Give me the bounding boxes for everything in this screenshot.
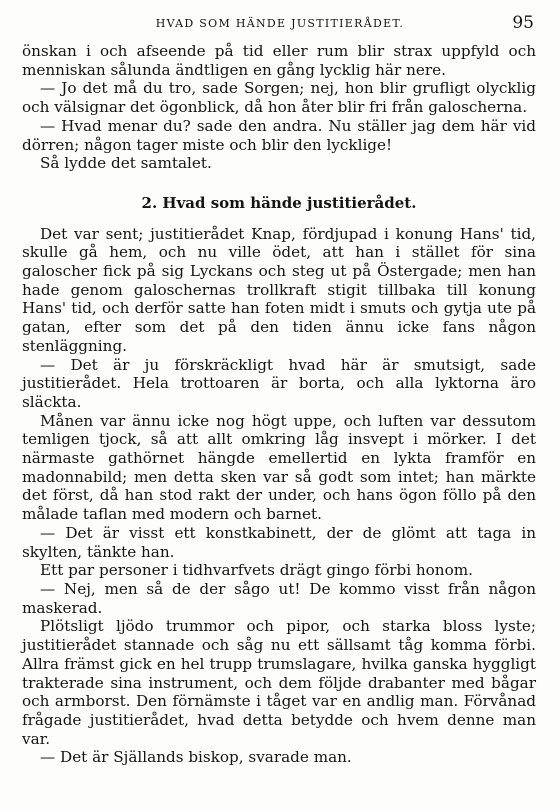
paragraph: — Det är ju förskräckligt hvad här är smutsigt, sade justitierådet. Hela trottoaren är borta, och alla lyktorna äro släckta. bbox=[22, 355, 536, 411]
paragraph: Plötsligt ljödo trummor och pipor, och starka bloss lyste; justitierådet stannade och såg nu ett sällsamt tåg komma förbi. Allra främst gick en hel trupp trumslagare, hvilka ganska hyggligt trakterade sina instrument, och dem följde drabanter med bågar och armborst. Den förnämste i tåget var en andlig man. Förvånad frågade justitierådet, hvad detta betydde och hvem denne man var. bbox=[22, 617, 536, 748]
paragraph: Ett par personer i tidhvarfvets drägt gingo förbi honom. bbox=[40, 561, 473, 580]
paragraph: — Nej, men så de der sågo ut! De kommo visst från någon maskerad. bbox=[22, 579, 536, 617]
paragraph: — Jo det må du tro, sade Sorgen; nej, hon blir grufligt olycklig och välsignar det ögonblick, då hon åter blir fri från galoscherna. bbox=[22, 79, 536, 117]
page-number: 95 bbox=[512, 13, 534, 33]
paragraph: — Det är Själlands biskop, svarade man. bbox=[40, 748, 352, 767]
paragraph: Så lydde det samtalet. bbox=[40, 154, 212, 173]
paragraph: Månen var ännu icke nog högt uppe, och luften var dessutom temligen tjock, så att allt omkring låg insvept i mörker. I det närmaste gathörnet hängde emellertid en lykta framför en madonnabild; men detta sken var så godt som intet; han märkte det först, då han stod rakt der under, och hans ögon föllo på den målade taflan med modern och barnet. bbox=[22, 411, 536, 524]
paragraph: — Hvad menar du? sade den andra. Nu ställer jag dem här vid dörren; någon tager miste och blir den lycklige! bbox=[22, 116, 536, 154]
running-head-title: HVAD SOM HÄNDE JUSTITIERÅDET. bbox=[155, 17, 405, 30]
section-heading: 2. Hvad som hände justitierådet. bbox=[141, 193, 417, 212]
paragraph: — Det är visst ett konstkabinett, der de glömt att taga in skylten, tänkte han. bbox=[22, 523, 536, 561]
paragraph: Det var sent; justitierådet Knap, fördjupad i konung Hans' tid, skulle gå hem, och nu ville ödet, att han i stället för sina galoscher fick på sig Lyckans och steg ut på Östergade; men han hade genom galoschernas trollkraft stigit tillbaka till konung Hans' tid, och derför satte han foten midt i smuts och gytja ute på gatan, efter som det på den tiden ännu icke fans någon stenläggning. bbox=[22, 224, 536, 355]
running-head bbox=[20, 13, 540, 35]
body-text bbox=[22, 42, 536, 767]
paragraph: önskan i och afseende på tid eller rum blir strax uppfyld och menniskan sålunda ändtligen en gång lycklig här nere. bbox=[22, 42, 536, 79]
